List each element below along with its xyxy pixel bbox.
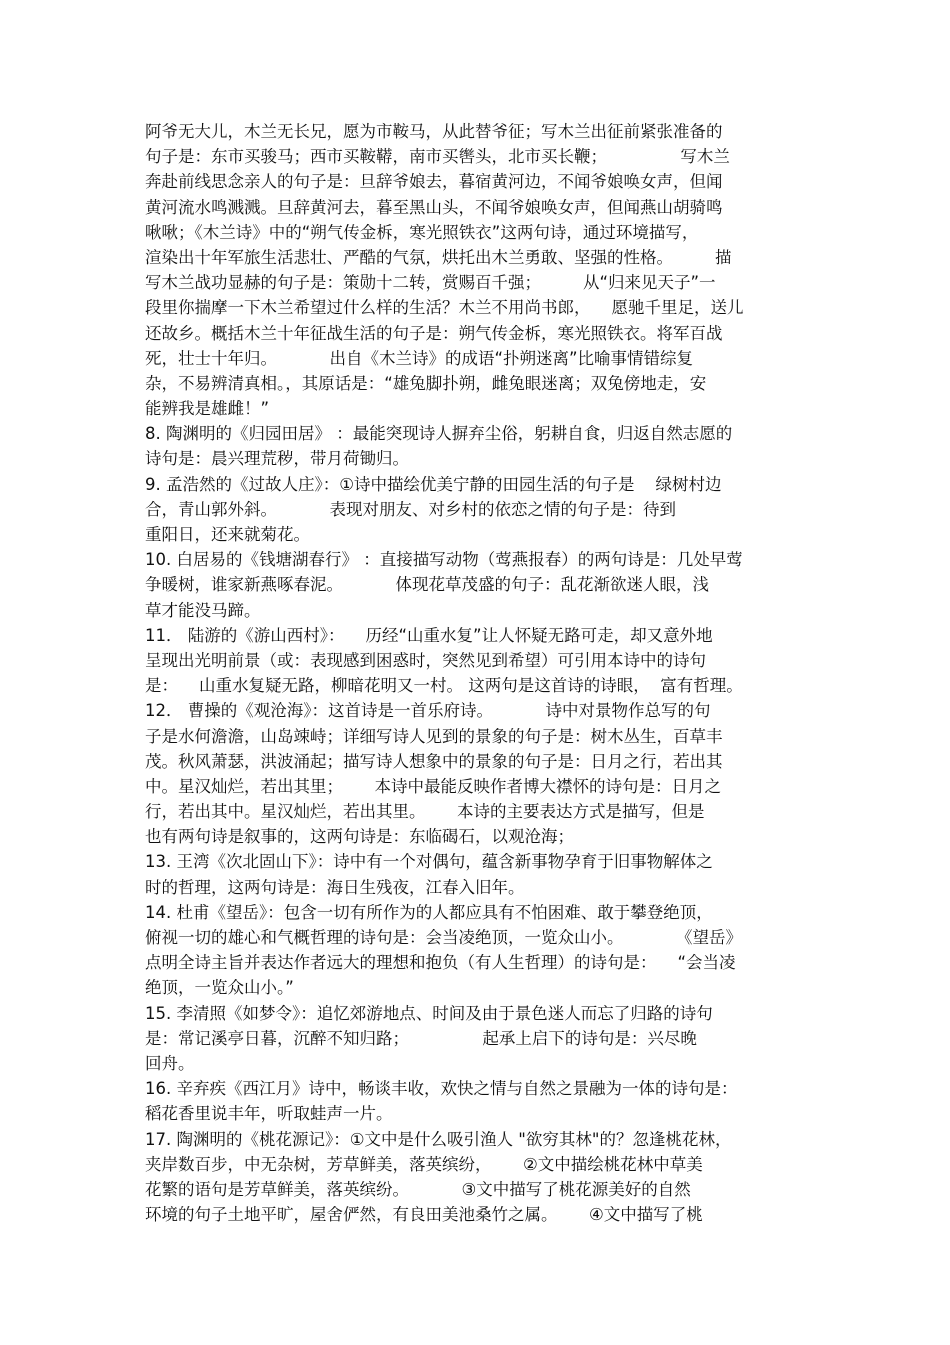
- text-line: 花繁的语句是芳草鲜美，落英缤纷。 ③文中描写了桃花源美好的自然: [145, 1179, 691, 1199]
- text-line: 点明全诗主旨并表达作者远大的理想和抱负（有人生哲理）的诗句是： “会当凌: [145, 953, 736, 973]
- text-line: 中。星汉灿烂，若出其里； 本诗中最能反映作者博大襟怀的诗句是：日月之: [145, 776, 721, 796]
- text-line: 死，壮士十年归。 出自《木兰诗》的成语“扑朔迷离”比喻事情错综复: [145, 348, 694, 368]
- text-line: 也有两句诗是叙事的，这两句诗是：东临碣石，以观沧海；: [145, 827, 574, 847]
- text-line: 诗句是：晨兴理荒秽，带月荷锄归。: [145, 449, 409, 469]
- text-line: 茂。秋风萧瑟，洪波涌起；描写诗人想象中的景象的句子是：日月之行，若出其: [145, 751, 723, 771]
- text-line: 阿爷无大儿，木兰无长兄，愿为市鞍马，从此替爷征；写木兰出征前紧张准备的: [145, 122, 723, 141]
- text-line: 黄河流水鸣溅溅。旦辞黄河去，暮至黑山头，不闻爷娘唤女声，但闻燕山胡骑鸣: [145, 197, 723, 217]
- text-line: 回舟。: [145, 1053, 195, 1073]
- text-line: 14. 杜甫《望岳》：包含一切有所作为的人都应具有不怕困难、敢于攀登绝顶，: [145, 902, 713, 922]
- text-line: 时的哲理，这两句诗是：海日生残夜，江春入旧年。: [145, 877, 525, 897]
- text-line: 争暖树，谁家新燕啄春泥。 体现花草茂盛的句子：乱花渐欲迷人眼，浅: [145, 575, 709, 595]
- text-line: 11． 陆游的《游山西村》： 历经“山重水复”让人怀疑无路可走，却又意外地: [145, 625, 713, 645]
- text-line: 13. 王湾《次北固山下》：诗中有一个对偶句，蕴含新事物孕育于旧事物解体之: [145, 852, 713, 872]
- text-line: 8. 陶渊明的《归园田居》 ：最能突现诗人摒弃尘俗，躬耕自食，归返自然志愿的: [145, 424, 733, 444]
- text-line: 奔赴前线思念亲人的句子是：旦辞爷娘去，暮宿黄河边，不闻爷娘唤女声，但闻: [145, 172, 723, 192]
- text-line: 是： 山重水复疑无路，柳暗花明又一村。 这两句是这首诗的诗眼， 富有哲理。: [145, 676, 743, 696]
- text-line: 能辨我是雄雌！”: [145, 399, 270, 419]
- text-line: 9. 孟浩然的《过故人庄》：①诗中描绘优美宁静的田园生活的句子是 绿树村边: [145, 474, 722, 494]
- text-line: 合，青山郭外斜。 表现对朋友、对乡村的依恋之情的句子是：待到: [145, 499, 676, 519]
- text-line: 重阳日，还来就菊花。: [145, 525, 310, 544]
- text-line: 夹岸数百步，中无杂树，芳草鲜美，落英缤纷， ②文中描绘桃花林中草美: [145, 1154, 703, 1174]
- text-line: 俯视一切的雄心和气概哲理的诗句是：会当凌绝顶，一览众山小。 《望岳》: [145, 928, 742, 947]
- text-line: 17. 陶渊明的《桃花源记》：①文中是什么吸引渔人 "欲穷其林"的？忽逢桃花林，: [145, 1129, 732, 1149]
- text-line: 绝顶，一览众山小。”: [145, 978, 294, 998]
- text-line: 啾啾；《木兰诗》中的“朔气传金柝，寒光照铁衣”这两句诗，通过环境描写，: [145, 222, 699, 242]
- text-line: 是：常记溪亭日暮，沉醉不知归路； 起承上启下的诗句是：兴尽晚: [145, 1028, 697, 1048]
- text-line: 子是水何澹澹，山岛竦峙；详细写诗人见到的景象的句子是：树木丛生，百草丰: [145, 726, 723, 746]
- text-line: 环境的句子土地平旷，屋舍俨然，有良田美池桑竹之属。 ④文中描写了桃: [145, 1205, 703, 1225]
- text-line: 16. 辛弃疾《西江月》诗中，畅谈丰收，欢快之情与自然之景融为一体的诗句是：: [145, 1079, 738, 1099]
- text-line: 草才能没马蹄。: [145, 600, 261, 620]
- text-line: 渲染出十年军旅生活悲壮、严酷的气氛，烘托出木兰勇敢、坚强的性格。 描: [145, 247, 732, 267]
- text-line: 12． 曹操的《观沧海》：这首诗是一首乐府诗。 诗中对景物作总写的句: [145, 701, 711, 721]
- text-line: 行，若出其中。星汉灿烂，若出其里。 本诗的主要表达方式是描写，但是: [145, 802, 705, 822]
- text-line: 还故乡。概括木兰十年征战生活的句子是：朔气传金柝，寒光照铁衣。将军百战: [145, 323, 723, 343]
- text-line: 写木兰战功显赫的句子是：策勋十二转，赏赐百千强； 从“归来见天子”一: [145, 273, 716, 293]
- text-line: 10. 白居易的《钱塘湖春行》 ：直接描写动物（莺燕报春）的两句诗是：几处早莺: [145, 550, 743, 570]
- text-line: 段里你揣摩一下木兰希望过什么样的生活？木兰不用尚书郎， 愿驰千里足，送儿: [145, 298, 744, 318]
- text-line: 15. 李清照《如梦令》：追忆郊游地点、时间及由于景色迷人而忘了归路的诗句: [145, 1003, 713, 1023]
- text-line: 杂，不易辨清真相。，其原话是：“雄兔脚扑朔，雌兔眼迷离；双兔傍地走，安: [145, 373, 707, 393]
- body-text: [145, 119, 815, 1227]
- text-line: 稻花香里说丰年，听取蛙声一片。: [145, 1104, 393, 1124]
- text-line: 呈现出光明前景（或：表现感到困惑时，突然见到希望）可引用本诗中的诗句: [145, 650, 706, 670]
- text-line: 句子是：东市买骏马；西市买鞍鞯，南市买辔头，北市买长鞭； 写木兰: [145, 147, 730, 167]
